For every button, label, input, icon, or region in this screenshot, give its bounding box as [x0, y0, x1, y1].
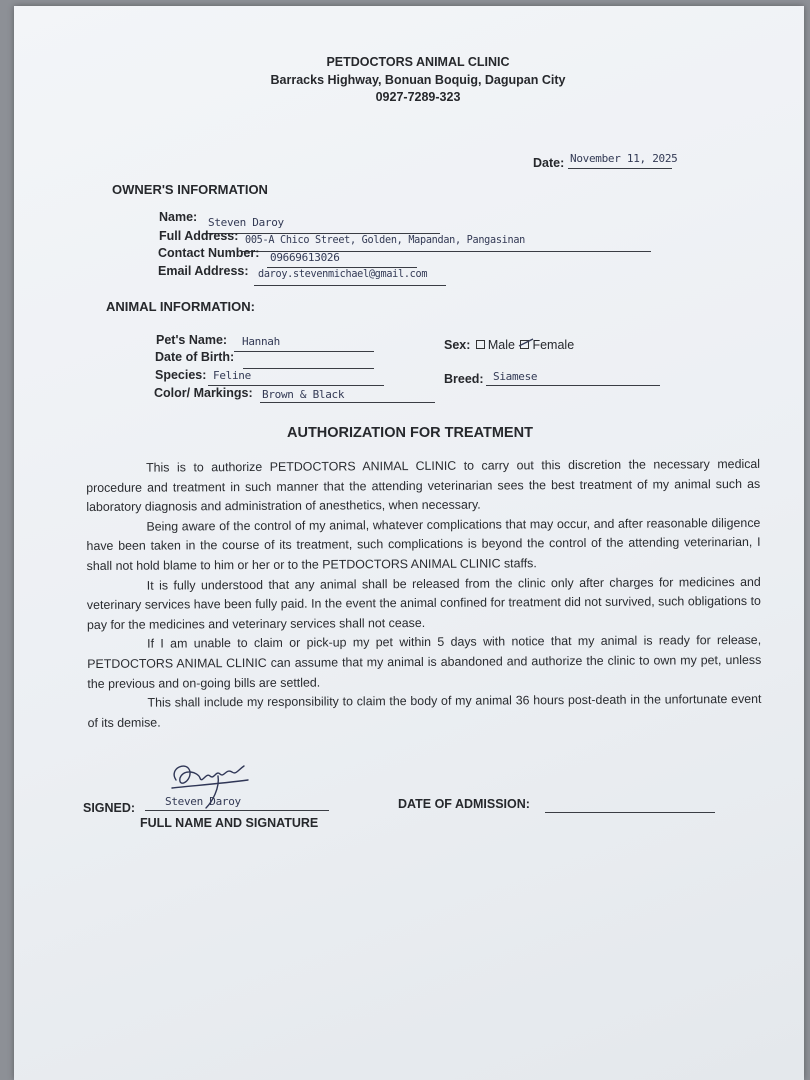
authorization-paragraph: It is fully understood that any animal shall be released from the clinic only after charges for medicines and veterinary services have been fully paid. In the event the animal confined for treatment did not survived, such obligations to pay for the medicines and veterinary services shall not cease.: [86, 574, 761, 632]
authorization-body: [86, 455, 762, 733]
color-value: Brown & Black: [262, 388, 345, 401]
signed-label: SIGNED:: [83, 801, 136, 815]
species-value: Feline: [213, 369, 251, 382]
date-of-admission-line: [545, 797, 715, 813]
date-value: November 11, 2025: [570, 152, 678, 165]
breed-value: Siamese: [493, 370, 538, 383]
owner-contact-label: Contact Number:: [158, 246, 260, 260]
sex-label: Sex:: [444, 338, 471, 352]
male-option-label: Male: [487, 338, 515, 352]
sex-field: [444, 338, 574, 352]
owner-email-label: Email Address:: [158, 264, 249, 278]
female-checkbox-checked[interactable]: [520, 340, 529, 349]
species-label: Species:: [155, 368, 207, 382]
clinic-phone: 0927-7289-323: [375, 90, 461, 104]
owner-name-label: Name:: [159, 210, 198, 224]
authorization-paragraph: Being aware of the control of my animal, whatever complications that may occur, and after reasonable diligence have been taken in the course of its treatment, such complications is beyond the control of the attending veterinarian, I shall not hold blame to him or her or to the PETDOCTORS ANIMAL CLINIC staffs.: [86, 515, 761, 573]
owner-email-value: daroy.stevenmichael@gmail.com: [258, 269, 428, 280]
clinic-name: PETDOCTORS ANIMAL CLINIC: [326, 55, 510, 69]
clinic-address: Barracks Highway, Bonuan Boquig, Dagupan City: [270, 73, 566, 87]
date-label: Date:: [533, 156, 565, 170]
female-option-label: Female: [532, 338, 575, 352]
dob-label: Date of Birth:: [155, 350, 235, 364]
owner-section-title: OWNER'S INFORMATION: [112, 182, 268, 197]
signed-name-value: Steven Daroy: [165, 795, 241, 808]
check-mark-icon: [518, 338, 534, 348]
owner-address-label: Full Address:: [159, 229, 239, 243]
authorization-paragraph: This shall include my responsibility to claim the body of my animal 36 hours post-death in the unfortunate event of its demise.: [87, 692, 762, 730]
pet-name-label: Pet's Name:: [156, 333, 228, 347]
color-label: Color/ Markings:: [154, 386, 253, 400]
owner-address-value: 005-A Chico Street, Golden, Mapandan, Pangasinan: [245, 235, 526, 246]
authorization-paragraph: This is to authorize PETDOCTORS ANIMAL CLINIC to carry out this discretion the necessary medical procedure and treatment in such manner that the attending veterinarian sees the best treatment of my animal such as laboratory diagnosis and administration of anesthetics, when necessary.: [86, 456, 761, 515]
breed-label: Breed:: [444, 372, 484, 386]
full-name-signature-caption: FULL NAME AND SIGNATURE: [140, 816, 319, 830]
pet-name-value: Hannah: [242, 335, 280, 348]
owner-name-value: Steven Daroy: [208, 216, 284, 229]
dob-line: [243, 353, 374, 369]
date-of-admission-label: DATE OF ADMISSION:: [398, 797, 530, 811]
authorization-title: AUTHORIZATION FOR TREATMENT: [287, 425, 533, 441]
animal-section-title: ANIMAL INFORMATION:: [106, 299, 255, 314]
male-checkbox[interactable]: [476, 340, 485, 349]
authorization-paragraph: If I am unable to claim or pick-up my pet within 5 days with notice that my animal is ready for release, PETDOCTORS ANIMAL CLINIC can assume that my animal is abandoned and authorize the clinic to own my pet, unless the previous and on-going bills are settled.: [87, 633, 762, 691]
owner-contact-value: 09669613026: [270, 251, 340, 264]
